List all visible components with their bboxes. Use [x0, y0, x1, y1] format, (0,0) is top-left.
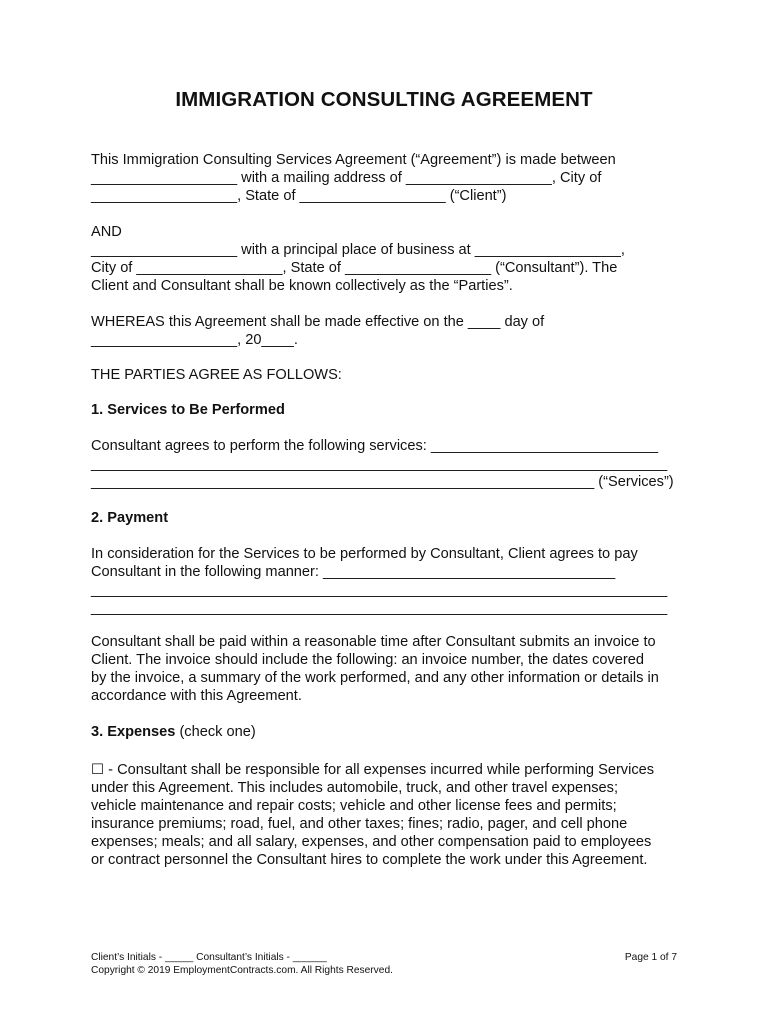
- intro-line: This Immigration Consulting Services Agreement (“Agreement”) is made between: [91, 152, 616, 168]
- footer-page-number: Page 1 of 7: [624, 952, 677, 963]
- invoice-line: Client. The invoice should include the following: an invoice number, the dates covered: [91, 652, 645, 668]
- invoice-line: accordance with this Agreement.: [91, 688, 302, 704]
- payment-line: Consultant in the following manner: ____________________________________: [91, 564, 616, 580]
- intro-line: __________________ with a mailing address of __________________, City of: [91, 170, 602, 186]
- intro-line: __________________, State of __________________ (“Client”): [91, 188, 507, 204]
- expenses-checkbox[interactable]: ☐: [91, 762, 105, 778]
- section-heading-expenses-row: [91, 723, 256, 741]
- footer-initials: Client’s Initials - _____ Consultant’s Initials - ______: [91, 952, 327, 963]
- consultant-line: City of __________________, State of __________________ (“Consultant”). The: [91, 260, 618, 276]
- invoice-line: by the invoice, a summary of the work performed, and any other information or details in: [91, 670, 659, 686]
- expenses-line: insurance premiums; road, fuel, and other taxes; fines; radio, pager, and cell phone: [91, 816, 628, 832]
- section-heading-expenses: 3. Expenses: [91, 724, 176, 740]
- expenses-option-row: [91, 761, 654, 779]
- services-line: Consultant agrees to perform the following services: ____________________________: [91, 438, 659, 454]
- document-title: IMMIGRATION CONSULTING AGREEMENT: [175, 88, 593, 111]
- footer-copyright: Copyright © 2019 EmploymentContracts.com. All Rights Reserved.: [91, 965, 393, 976]
- payment-line: _______________________________________________________________________: [91, 600, 668, 616]
- expenses-line: vehicle maintenance and repair costs; vehicle and other license fees and permits;: [91, 798, 617, 814]
- whereas-line: __________________, 20____.: [91, 332, 298, 348]
- section-heading-payment: 2. Payment: [91, 510, 169, 526]
- consultant-line: __________________ with a principal place of business at __________________,: [91, 242, 625, 258]
- expenses-line: under this Agreement. This includes automobile, truck, and other travel expenses;: [91, 780, 619, 796]
- expenses-heading-note: (check one): [179, 724, 256, 740]
- services-line: ______________________________________________________________ (“Services”): [91, 474, 674, 490]
- expenses-line: - Consultant shall be responsible for all expenses incurred while performing Services: [104, 762, 655, 778]
- parties-agree-line: THE PARTIES AGREE AS FOLLOWS:: [91, 367, 342, 383]
- payment-line: _______________________________________________________________________: [91, 582, 668, 598]
- whereas-line: WHEREAS this Agreement shall be made effective on the ____ day of: [91, 314, 545, 330]
- section-heading-services: 1. Services to Be Performed: [91, 402, 285, 418]
- consultant-line: Client and Consultant shall be known collectively as the “Parties”.: [91, 278, 513, 294]
- payment-line: In consideration for the Services to be performed by Consultant, Client agrees to pay: [91, 546, 638, 562]
- expenses-line: expenses; meals; and all salary, expenses, and other compensation paid to employees: [91, 834, 652, 850]
- expenses-line: or contract personnel the Consultant hires to complete the work under this Agreement.: [91, 852, 648, 868]
- invoice-line: Consultant shall be paid within a reasonable time after Consultant submits an invoice to: [91, 634, 656, 650]
- services-line: _______________________________________________________________________: [91, 456, 668, 472]
- and-line: AND: [91, 224, 122, 240]
